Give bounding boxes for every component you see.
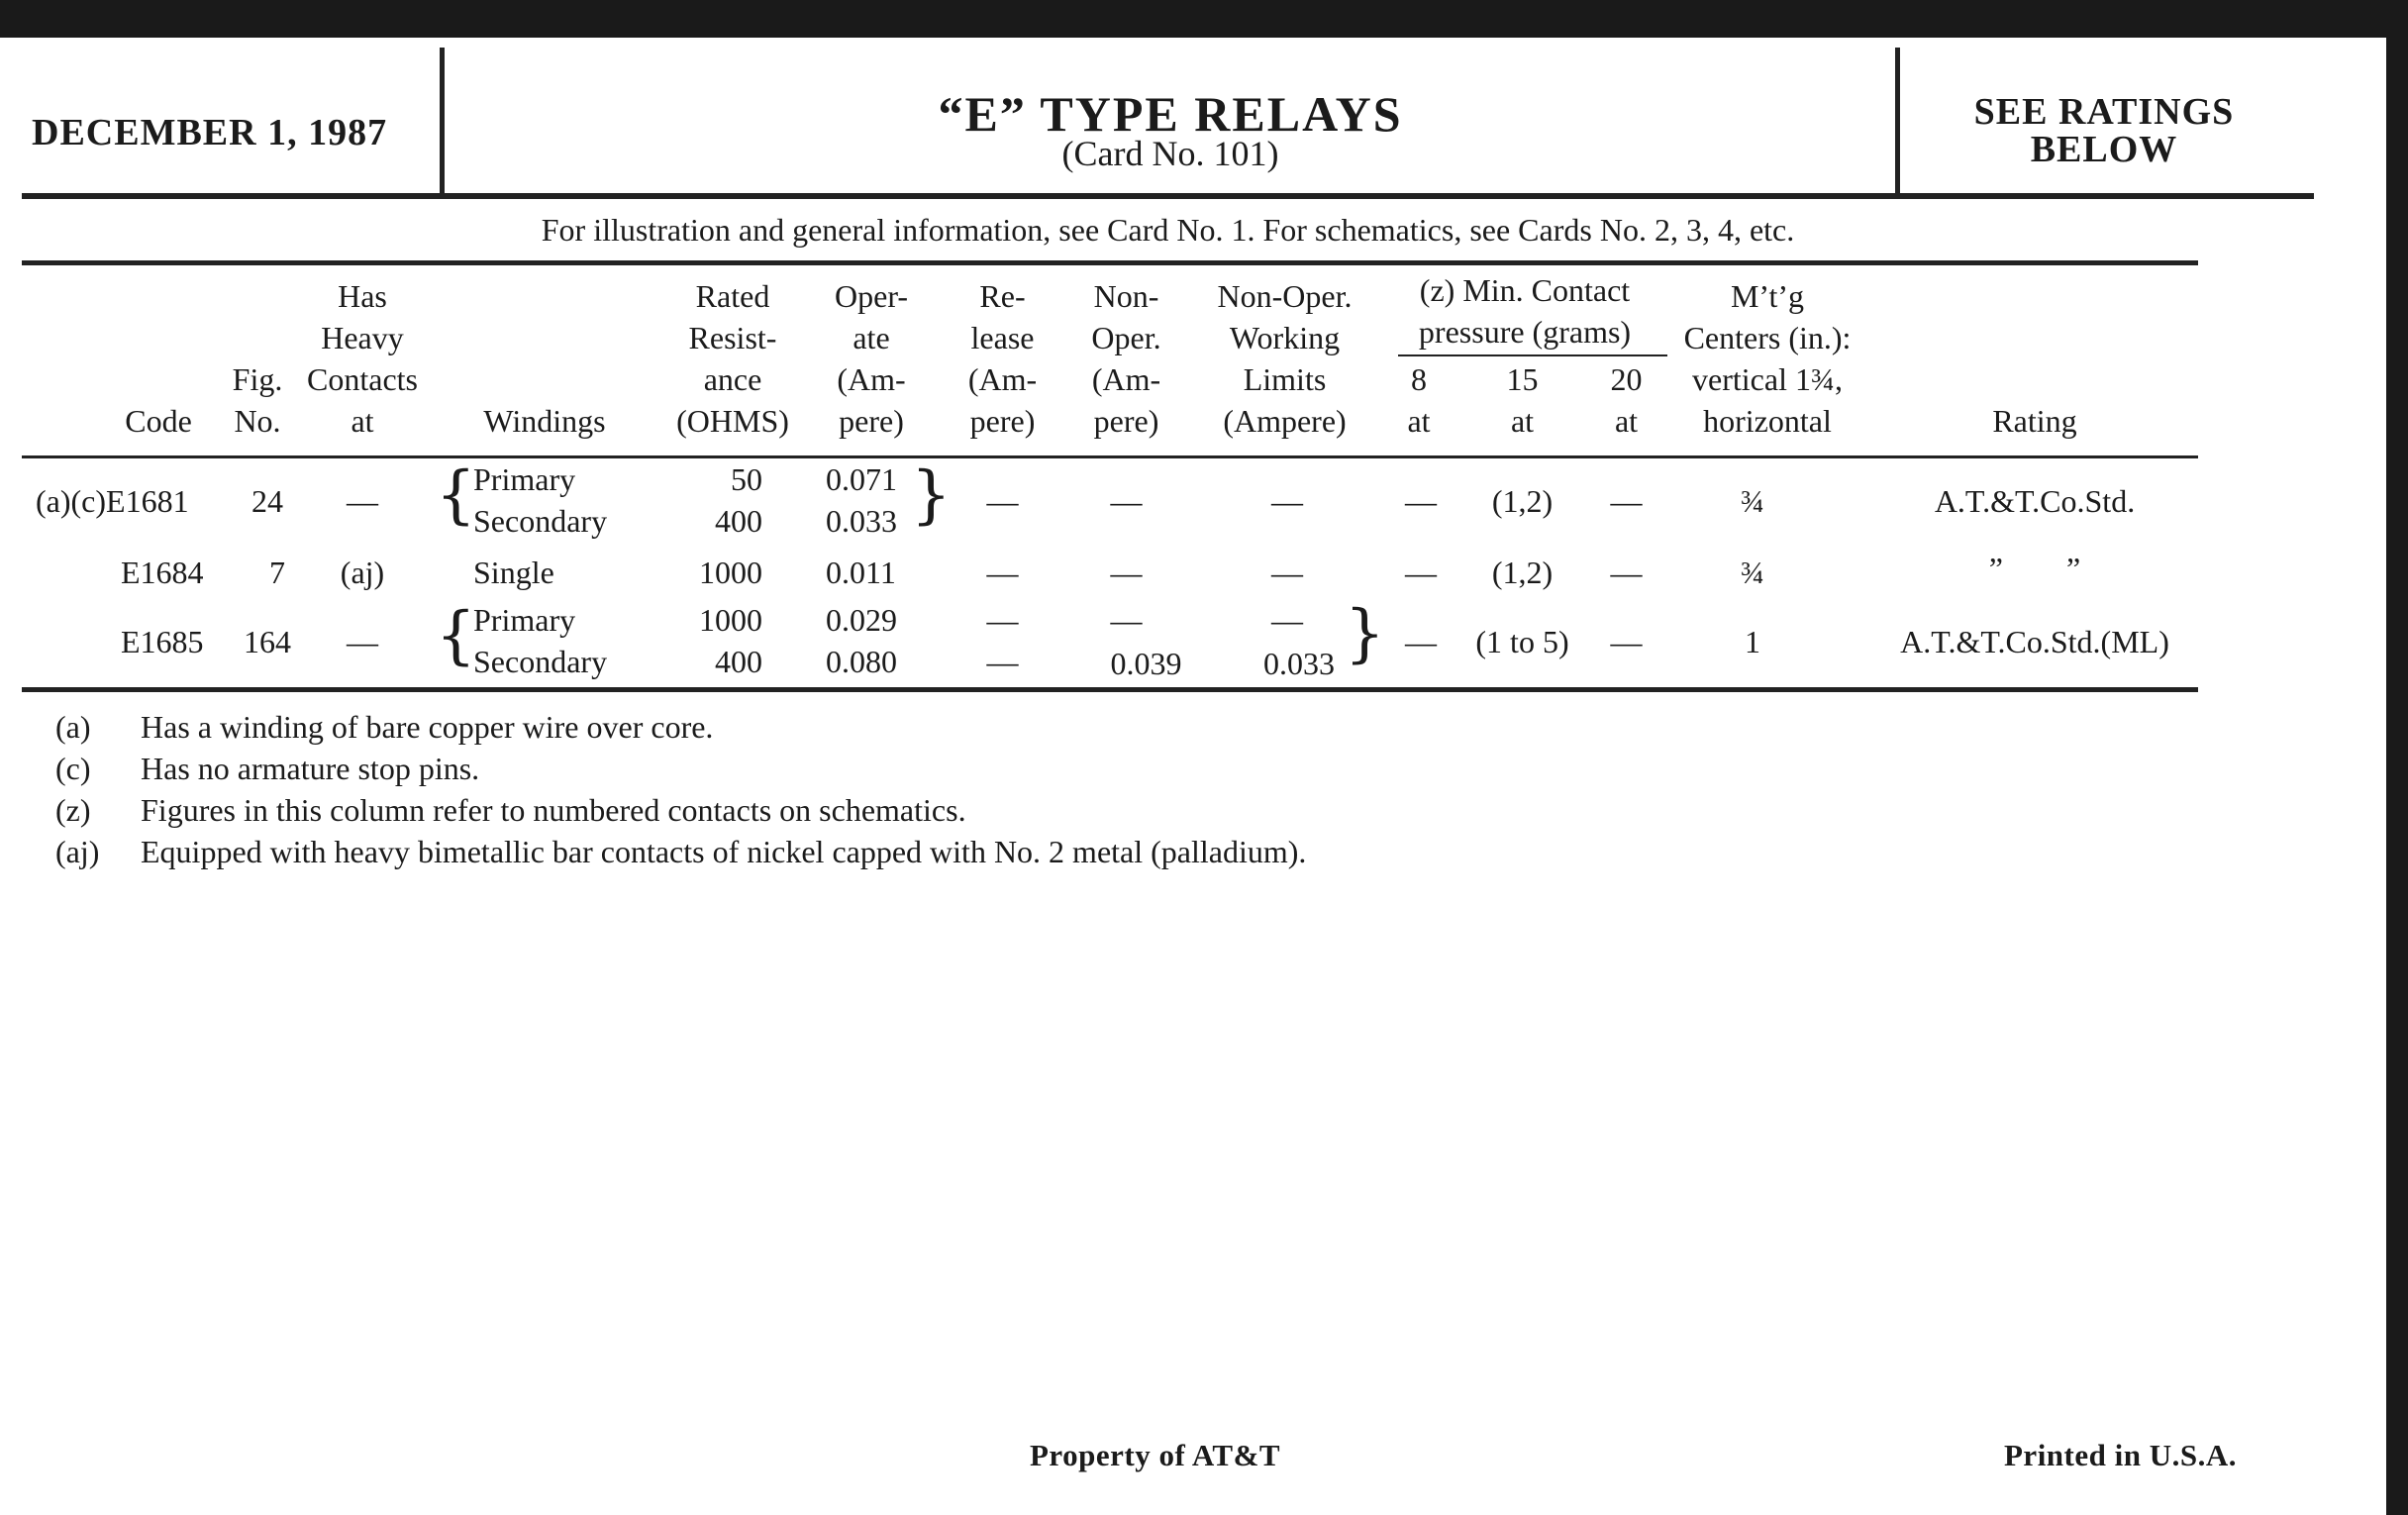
col-header-heavy-contacts [293, 275, 432, 442]
footnote-text: Figures in this column refer to numbered contacts on schematics. [141, 792, 966, 828]
col-header-mtg-line: vertical 1¾, [1692, 361, 1843, 397]
cell-p8: — [1405, 483, 1437, 519]
footnote-text: Has a winding of bare copper wire over core. [141, 709, 714, 745]
col-header-fig-line: No. [234, 403, 281, 439]
col-header-release-line: pere) [969, 403, 1036, 439]
cell-release: — [986, 602, 1019, 638]
cell-operate: 0.033 [826, 503, 897, 539]
cell-working: — [1271, 555, 1303, 590]
footnote-text: Has no armature stop pins. [141, 751, 480, 786]
col-header-p8 [1389, 358, 1449, 442]
scan-right-border [2386, 0, 2408, 1515]
col-header-operate-line: ate [853, 320, 890, 355]
ratings-note-line2: BELOW [2030, 129, 2178, 170]
cell-nonoper: — [1110, 602, 1143, 638]
footer-property: Property of AT&T [1030, 1438, 1281, 1472]
col-header-p8-line: 8 [1411, 361, 1427, 397]
cell-working: — [1271, 483, 1303, 519]
col-header-working-line: (Ampere) [1223, 403, 1347, 439]
cell-p15: (1 to 5) [1475, 624, 1569, 659]
col-header-heavy-line: Heavy [321, 320, 404, 355]
col-header-fig [218, 358, 297, 442]
col-header-p20-line: 20 [1610, 361, 1643, 397]
col-header-rated-line: (OHMS) [676, 403, 789, 439]
cell-release: — [986, 483, 1019, 519]
col-header-contact-line: pressure (grams) [1418, 314, 1632, 350]
winding-brace-left: { [436, 599, 476, 672]
col-header-p15-line: at [1510, 403, 1535, 439]
col-header-heavy-line: Has [338, 278, 387, 314]
col-header-p20-line: at [1614, 403, 1639, 439]
cell-p15: (1,2) [1491, 555, 1554, 590]
col-header-rated-resistance [658, 275, 807, 442]
card-subtitle: (Card No. 101) [1061, 134, 1279, 173]
col-header-rated-line: Rated [695, 278, 770, 314]
footnote-text: Equipped with heavy bimetallic bar contacts of nickel capped with No. 2 metal (palladium). [141, 834, 1307, 869]
cell-p8: — [1405, 555, 1437, 590]
col-header-nonoper-line: Oper. [1091, 320, 1161, 355]
cell-winding-single: Single [473, 555, 554, 590]
col-header-rated-line: Resist- [688, 320, 777, 355]
cell-rated: 1000 [699, 602, 762, 638]
footnote-mark: (z) [55, 792, 91, 828]
cell-code: E1684 [121, 555, 204, 590]
cell-working: — [1271, 602, 1303, 638]
col-header-release-line: Re- [979, 278, 1026, 314]
winding-brace-left: { [436, 458, 476, 532]
col-header-mtg-line: M’t’g [1730, 278, 1805, 314]
card-title: “E” TYPE RELAYS [938, 86, 1403, 142]
cell-mtg: ¾ [1741, 555, 1764, 590]
cell-p20: — [1610, 483, 1643, 519]
header-divider-left [440, 48, 445, 196]
col-header-mounting-centers [1663, 275, 1871, 442]
cell-nonoper: 0.039 [1110, 646, 1182, 681]
cell-code: E1685 [121, 624, 204, 659]
col-header-operate [812, 275, 931, 442]
col-header-code: Code [125, 403, 192, 439]
col-header-p20 [1594, 358, 1658, 442]
header-divider-right [1895, 48, 1900, 196]
cell-winding-secondary: Secondary [473, 644, 608, 679]
col-header-non-operate [1069, 275, 1183, 442]
cell-mtg: 1 [1745, 624, 1760, 659]
cell-operate: 0.080 [826, 644, 897, 679]
cell-release: — [986, 644, 1019, 679]
cell-rated: 400 [715, 503, 762, 539]
col-header-p8-line: at [1407, 403, 1431, 439]
cell-nonoper: — [1110, 483, 1143, 519]
col-header-contact-line: (z) Min. Contact [1419, 272, 1631, 308]
contact-pressure-underline [1398, 354, 1667, 356]
cell-operate: 0.071 [826, 461, 897, 497]
cell-heavy: — [347, 624, 378, 659]
cell-rated: 1000 [699, 555, 762, 590]
col-header-contact-pressure [1386, 269, 1663, 353]
cell-winding-secondary: Secondary [473, 503, 608, 539]
col-header-rated-line: ance [703, 361, 762, 397]
col-header-heavy-line: Contacts [307, 361, 418, 397]
operate-brace-right: } [911, 458, 952, 532]
info-line: For illustration and general information, see Card No. 1. For schematics, see Cards No. 2, 3, 4, etc. [541, 212, 1795, 248]
col-header-nonoper-line: (Am- [1091, 361, 1161, 397]
col-header-working-limits [1198, 275, 1371, 442]
col-header-heavy-line: at [351, 403, 374, 439]
table-bottom-rule [22, 687, 2198, 692]
cell-winding-primary: Primary [473, 461, 576, 497]
col-header-release-line: lease [970, 320, 1035, 355]
cell-operate: 0.011 [826, 555, 896, 590]
col-header-working-line: Non-Oper. [1217, 278, 1353, 314]
ratings-note-line1: SEE RATINGS [1973, 91, 2235, 133]
cell-heavy: (aj) [340, 555, 385, 590]
cell-winding-primary: Primary [473, 602, 576, 638]
cell-p15: (1,2) [1491, 483, 1554, 519]
col-header-release-line: (Am- [967, 361, 1038, 397]
card-date: DECEMBER 1, 1987 [32, 112, 388, 153]
col-header-working-line: Limits [1243, 361, 1327, 397]
footer-printed: Printed in U.S.A. [2004, 1438, 2237, 1472]
cell-rating-ditto: ” ” [1988, 551, 2081, 586]
cell-release: — [986, 555, 1019, 590]
col-header-release [946, 275, 1059, 442]
col-header-fig-line: Fig. [232, 361, 283, 397]
col-header-nonoper-line: pere) [1093, 403, 1159, 439]
col-header-nonoper-line: Non- [1093, 278, 1159, 314]
col-header-operate-line: pere) [839, 403, 904, 439]
table-header-rule [22, 455, 2198, 458]
info-bottom-rule [22, 260, 2198, 265]
cell-mtg: ¾ [1741, 483, 1764, 519]
footnote-mark: (c) [55, 751, 91, 786]
cell-heavy: — [347, 483, 378, 519]
cell-fig: 24 [251, 483, 283, 519]
cell-p20: — [1610, 555, 1643, 590]
scan-top-border [0, 0, 2408, 38]
footnote-mark: (a) [55, 709, 91, 745]
col-header-windings: Windings [483, 403, 606, 439]
cell-nonoper: — [1110, 555, 1143, 590]
col-header-p15 [1490, 358, 1555, 442]
col-header-working-line: Working [1229, 320, 1341, 355]
col-header-mtg-line: Centers (in.): [1683, 320, 1852, 355]
cell-operate: 0.029 [826, 602, 897, 638]
cell-code: (a)(c)E1681 [36, 483, 189, 519]
cell-p8: — [1405, 624, 1437, 659]
cell-rated: 400 [715, 644, 762, 679]
cell-p20: — [1610, 624, 1643, 659]
col-header-p15-line: 15 [1506, 361, 1539, 397]
cell-rated: 50 [731, 461, 762, 497]
col-header-operate-line: (Am- [837, 361, 906, 397]
cell-fig: 164 [244, 624, 291, 659]
header-bottom-rule [22, 193, 2314, 199]
cell-rating: A.T.&T.Co.Std. [1934, 483, 2136, 519]
cell-working: 0.033 [1263, 646, 1335, 681]
cell-rating: A.T.&T.Co.Std.(ML) [1900, 624, 2169, 659]
footnote-mark: (aj) [55, 834, 100, 869]
working-brace-right: } [1345, 597, 1385, 670]
cell-fig: 7 [269, 555, 285, 590]
col-header-rating: Rating [1992, 403, 2077, 439]
col-header-operate-line: Oper- [835, 278, 908, 314]
col-header-mtg-line: horizontal [1703, 403, 1832, 439]
